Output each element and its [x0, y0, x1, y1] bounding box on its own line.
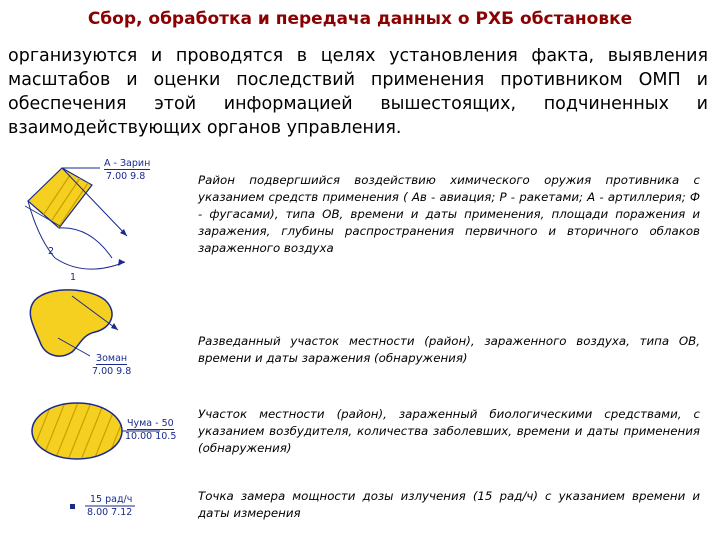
chemical-strike-symbol	[0, 150, 200, 300]
biological-label-agent: Чума - 50	[127, 418, 174, 429]
strike-label-agent: А - Зарин	[104, 158, 151, 169]
page-title: Сбор, обработка и передача данных о РХБ обстановке	[87, 9, 633, 29]
strike-description: Район подвергшийся воздействию химического оружия противника с указанием средств применения ( Ав - авиация; Р - ракетами; А - артиллерия; Ф - фугасами), типа ОВ, времени и даты применения, площади поражения и заражения, глубины распространения первичного и вторичного облаков зараженного воздуха	[198, 173, 700, 255]
biological-description: Участок местности (район), зараженный биологическими средствами, с указанием возбудителя, количества заболевших, времени и даты применения (обнаружения)	[198, 407, 700, 455]
dose-label-value: 15 рад/ч	[90, 494, 133, 505]
dose-description: Точка замера мощности дозы излучения (15 рад/ч) с указанием времени и даты измерения	[198, 489, 700, 520]
contaminated-description: Разведанный участок местности (район), зараженного воздуха, типа ОВ, времени и даты заражения (обнаружения)	[198, 334, 700, 365]
intro-paragraph: организуются и проводятся в целях установления факта, выявления масштабов и оценки последствий применения противником ОМП и обеспечения этой информацией вышестоящих, подчиненных и взаимодействующих органов управления.	[8, 46, 708, 138]
dose-label-time: 8.00 7.12	[87, 507, 133, 518]
biological-label-time: 10.00 10.5	[125, 431, 177, 442]
strike-mark-1: 1	[70, 272, 77, 283]
contaminated-label-agent: Зоман	[96, 353, 128, 364]
contaminated-area-symbol	[0, 280, 200, 380]
contaminated-label-time: 7.00 9.8	[92, 366, 132, 377]
strike-label-time: 7.00 9.8	[106, 171, 146, 182]
strike-mark-2: 2	[48, 246, 55, 257]
